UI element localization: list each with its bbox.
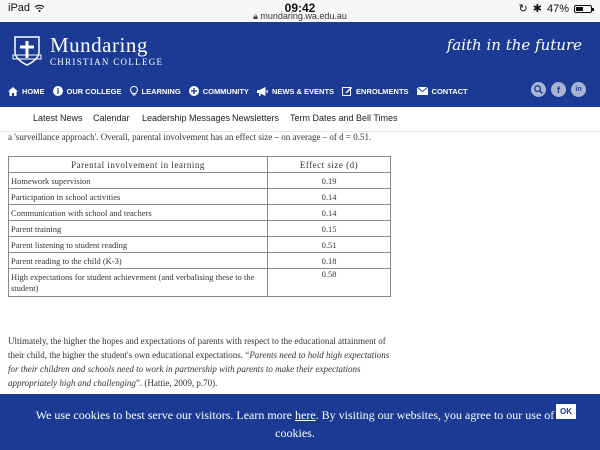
facebook-icon: f (557, 84, 560, 95)
table-row (9, 269, 391, 297)
orientation-lock-icon: ↻ (518, 3, 528, 15)
subnav-term-dates[interactable]: Term Dates and Bell Times (290, 113, 398, 123)
plus-circle-icon (189, 86, 199, 96)
table-header-effect-size: Effect size (d) (268, 157, 391, 173)
site-header (0, 22, 600, 107)
subnav-newsletters[interactable]: Newsletters (232, 113, 280, 123)
device-label: iPad (8, 2, 31, 14)
main-nav (0, 80, 600, 102)
table-row (9, 253, 391, 269)
row-label: Parent listening to student reading (9, 237, 268, 253)
row-label: Participation in school activities (9, 189, 268, 205)
battery-fill (576, 7, 583, 11)
row-value: 0.58 (268, 269, 391, 297)
outro-paragraph: Ultimately, the higher the hopes and expectations of parents with respect to the educational attainment of their child, the higher the student's own educational expectations. “Parents need to hold high expectations for their children and schools need to work in partnership with parents to make their expectations appropriately high and challenging”. (Hattie, 2009, p.70). (8, 336, 390, 388)
table-header-row (9, 157, 391, 173)
row-value: 0.14 (268, 205, 391, 221)
cookie-ok-button[interactable]: OK (556, 404, 576, 419)
article-content (8, 131, 388, 297)
row-label: Parent reading to the child (K-3) (9, 253, 268, 269)
linkedin-icon: in (575, 86, 582, 93)
battery-icon (574, 5, 592, 13)
brand-subtitle: CHRISTIAN COLLEGE (50, 57, 164, 67)
cookie-learn-more-link[interactable]: here (295, 408, 316, 422)
effect-size-table (8, 156, 391, 297)
subnav-calendar[interactable]: Calendar (93, 113, 130, 123)
bluetooth-icon: ✱︎ (532, 3, 542, 15)
college-logo[interactable] (12, 34, 163, 67)
row-value: 0.18 (268, 253, 391, 269)
facebook-button[interactable] (551, 82, 566, 97)
nav-contact[interactable]: CONTACT (417, 87, 468, 96)
crest-icon (12, 35, 42, 67)
mail-icon (417, 87, 428, 95)
cookie-banner (0, 394, 600, 450)
table-row (9, 173, 391, 189)
clock: 09:42 (284, 1, 316, 15)
subnav-latest-news[interactable]: Latest News (33, 113, 83, 123)
nav-news-events[interactable]: NEWS & EVENTS (257, 87, 334, 96)
brand-name: Mundaring (50, 33, 148, 57)
search-icon (534, 85, 543, 94)
table-row (9, 237, 391, 253)
social-links (531, 82, 586, 97)
edit-icon (342, 86, 352, 96)
battery-percent: 47% (546, 2, 569, 15)
lightbulb-icon (130, 86, 138, 96)
url-bar[interactable] (0, 11, 600, 22)
nav-learning[interactable]: LEARNING (130, 86, 181, 96)
nav-our-college[interactable]: OUR COLLEGE (53, 86, 122, 96)
table-row (9, 189, 391, 205)
row-label: Communication with school and teachers (9, 205, 268, 221)
linkedin-button[interactable] (571, 82, 586, 97)
search-button[interactable] (531, 82, 546, 97)
row-value: 0.15 (268, 221, 391, 237)
row-label: High expectations for student achievement (and verbalising these to the student) (9, 269, 268, 297)
megaphone-icon (257, 87, 268, 96)
nav-enrolments[interactable]: ENROLMENTS (342, 86, 409, 96)
status-bar (0, 0, 600, 22)
row-label: Parent training (9, 221, 268, 237)
motto: faith in the future (446, 36, 582, 54)
cookie-message: We use cookies to best serve our visitors. Learn more here. By visiting our websites, you agree to our use of cookies. (35, 408, 555, 440)
subnav-leadership-messages[interactable]: Leadership Messages (142, 113, 231, 123)
row-value: 0.19 (268, 173, 391, 189)
sub-nav (0, 107, 600, 132)
home-icon (8, 87, 18, 96)
row-value: 0.51 (268, 237, 391, 253)
table-row (9, 205, 391, 221)
intro-paragraph: a 'surveillance approach'. Overall, parental involvement has an effect size – on average – of d = 0.51. (8, 132, 372, 142)
table-header-involvement: Parental involvement in learning (9, 157, 268, 173)
lock-icon: 🔒︎ (253, 11, 258, 21)
table-row (9, 221, 391, 237)
row-label: Homework supervision (9, 173, 268, 189)
hattie-quote: Parents need to hold high expectations for their children and schools need to work in partnership with parents to make their expectations appropriately high and challenging (8, 350, 390, 388)
citation: ”. (Hattie, 2009, p.70). (135, 378, 218, 388)
row-value: 0.14 (268, 189, 391, 205)
info-icon (53, 86, 63, 96)
nav-home[interactable]: HOME (8, 87, 45, 96)
url-text: mundaring.wa.edu.au (260, 11, 347, 21)
nav-community[interactable]: COMMUNITY (189, 86, 249, 96)
